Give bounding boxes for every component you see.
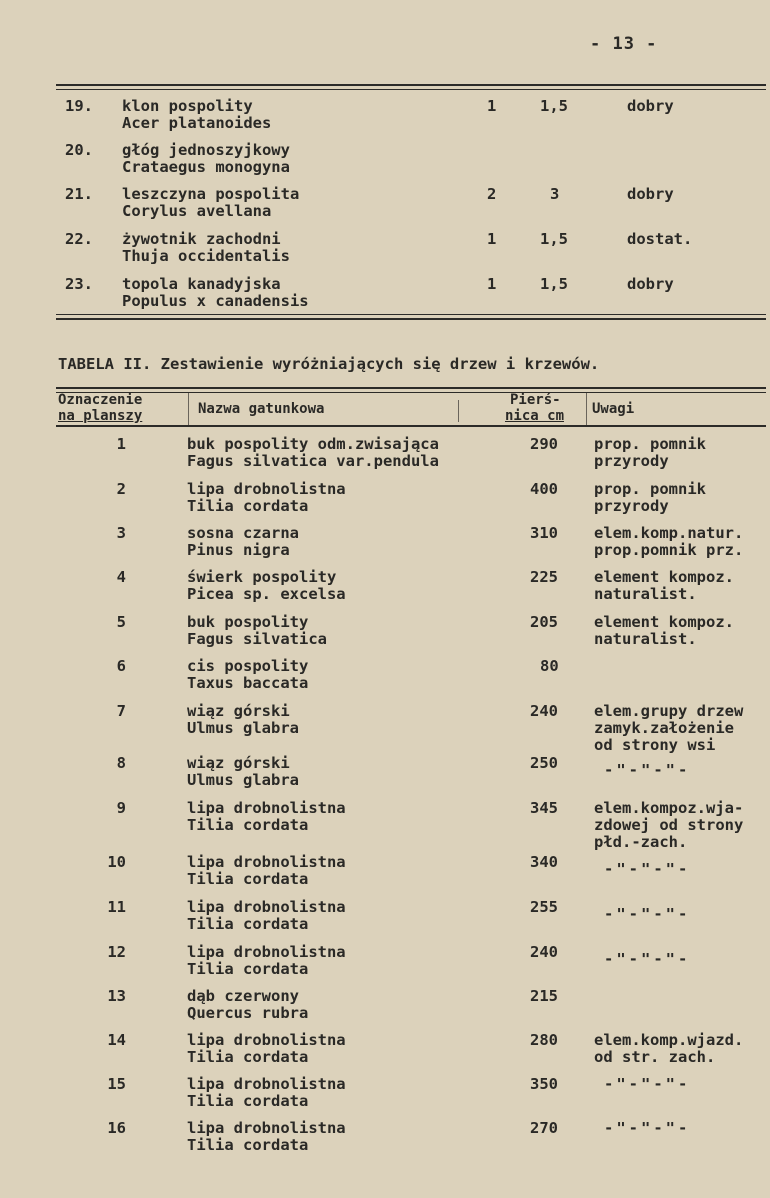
table1-row-condition: dobry xyxy=(627,97,674,115)
table2-header-divider xyxy=(586,393,587,425)
table2-row-no: 6 xyxy=(116,657,126,675)
table2-row-polish-name: wiąz górski xyxy=(187,754,290,772)
table2-row-latin-name: Quercus rubra xyxy=(187,1004,309,1022)
table2-row-girth: 280 xyxy=(530,1031,558,1049)
table2-header-species: Nazwa gatunkowa xyxy=(198,401,325,417)
table2-row-remarks-2: zdowej od strony xyxy=(594,816,744,834)
table2-row-polish-name: buk pospolity odm.zwisająca xyxy=(187,435,439,453)
table2-row-girth: 310 xyxy=(530,524,558,542)
table2-row-remarks-1: element kompoz. xyxy=(594,568,734,586)
table2-row-girth: 80 xyxy=(540,657,559,675)
table1-row-count-a: 1 xyxy=(487,230,497,248)
table1-top-rule-2 xyxy=(56,89,766,90)
table2-row-remarks-2: zamyk.założenie xyxy=(594,719,734,737)
table2-row-latin-name: Tilia cordata xyxy=(187,870,309,888)
table1-row-latin-name: Crataegus monogyna xyxy=(122,158,290,176)
table2-header-designation: Oznaczenie xyxy=(58,392,143,408)
table1-bottom-rule-2 xyxy=(56,318,766,320)
table1-row-count-b: 3 xyxy=(550,185,560,203)
table2-row-girth: 250 xyxy=(530,754,558,772)
table2-row-latin-name: Ulmus glabra xyxy=(187,771,299,789)
table2-row-remarks-1: prop. pomnik xyxy=(594,435,706,453)
table1-row-condition: dobry xyxy=(627,275,674,293)
table1-row-count-b: 1,5 xyxy=(540,275,568,293)
table2-row-no: 7 xyxy=(116,702,126,720)
table2-row-remarks-3: od strony wsi xyxy=(594,736,716,754)
table2-row-remarks-1: prop. pomnik xyxy=(594,480,706,498)
table2-row-latin-name: Pinus nigra xyxy=(187,541,290,559)
table1-top-rule xyxy=(56,84,766,86)
table2-row-polish-name: dąb czerwony xyxy=(187,987,299,1005)
table1-row-latin-name: Thuja occidentalis xyxy=(122,247,290,265)
table2-row-polish-name: lipa drobnolistna xyxy=(187,799,346,817)
table2-row-latin-name: Tilia cordata xyxy=(187,1092,309,1110)
table2-caption: TABELA II. Zestawienie wyróżniających się drzew i krzewów. xyxy=(58,355,600,373)
table2-row-latin-name: Fagus silvatica xyxy=(187,630,327,648)
table2-row-remarks-2: naturalist. xyxy=(594,630,697,648)
table2-row-girth: 345 xyxy=(530,799,558,817)
table1-row-count-a: 1 xyxy=(487,275,497,293)
table2-header-designation: na planszy xyxy=(58,408,143,424)
table2-row-remarks-2: przyrody xyxy=(594,497,669,515)
table2-row-girth: 400 xyxy=(530,480,558,498)
table1-row-count-b: 1,5 xyxy=(540,97,568,115)
table2-row-remarks-1: elem.grupy drzew xyxy=(594,702,744,720)
table2-row-polish-name: świerk pospolity xyxy=(187,568,337,586)
table1-row-no: 22. xyxy=(65,230,93,248)
table2-row-girth: 240 xyxy=(530,702,558,720)
table2-row-latin-name: Fagus silvatica var.pendula xyxy=(187,452,439,470)
table1-row-count-b: 1,5 xyxy=(540,230,568,248)
table2-row-no: 15 xyxy=(107,1075,126,1093)
table2-row-no: 10 xyxy=(107,853,126,871)
table2-row-no: 14 xyxy=(107,1031,126,1049)
table2-row-girth: 340 xyxy=(530,853,558,871)
table2-row-remarks-1: -"-"-"- xyxy=(604,761,691,779)
table2-row-no: 9 xyxy=(116,799,126,817)
table2-row-latin-name: Tilia cordata xyxy=(187,915,309,933)
table2-row-remarks-1: -"-"-"- xyxy=(604,860,691,878)
table2-row-polish-name: cis pospolity xyxy=(187,657,309,675)
table2-top-rule-2 xyxy=(56,392,766,393)
table2-row-remarks-1: -"-"-"- xyxy=(604,1119,691,1137)
table1-row-polish-name: żywotnik zachodni xyxy=(122,230,281,248)
table2-row-remarks-1: -"-"-"- xyxy=(604,905,691,923)
table2-row-latin-name: Tilia cordata xyxy=(187,960,309,978)
table2-row-no: 4 xyxy=(116,568,126,586)
table2-row-remarks-2: prop.pomnik prz. xyxy=(594,541,744,559)
table2-header-bottom-rule xyxy=(56,425,766,427)
table2-row-remarks-2: przyrody xyxy=(594,452,669,470)
table1-row-polish-name: topola kanadyjska xyxy=(122,275,281,293)
table2-row-no: 13 xyxy=(107,987,126,1005)
table2-row-girth: 255 xyxy=(530,898,558,916)
table1-row-no: 20. xyxy=(65,141,93,159)
table1-row-count-a: 2 xyxy=(487,185,497,203)
table2-header-divider xyxy=(458,400,459,422)
table1-row-count-a: 1 xyxy=(487,97,497,115)
table2-row-no: 2 xyxy=(116,480,126,498)
table1-row-condition: dobry xyxy=(627,185,674,203)
table1-row-no: 19. xyxy=(65,97,93,115)
table1-row-latin-name: Populus x canadensis xyxy=(122,292,309,310)
page-number: - 13 - xyxy=(590,34,658,54)
table2-top-rule xyxy=(56,387,766,389)
table2-row-polish-name: sosna czarna xyxy=(187,524,299,542)
table2-row-remarks-3: płd.-zach. xyxy=(594,833,688,851)
table1-bottom-rule xyxy=(56,314,766,315)
table1-row-polish-name: klon pospolity xyxy=(122,97,253,115)
table2-row-girth: 350 xyxy=(530,1075,558,1093)
table2-row-remarks-1: -"-"-"- xyxy=(604,1075,691,1093)
table1-row-no: 21. xyxy=(65,185,93,203)
table2-row-latin-name: Tilia cordata xyxy=(187,497,309,515)
table2-row-no: 12 xyxy=(107,943,126,961)
table2-row-remarks-2: naturalist. xyxy=(594,585,697,603)
table1-row-polish-name: leszczyna pospolita xyxy=(122,185,300,203)
table2-row-polish-name: lipa drobnolistna xyxy=(187,943,346,961)
table2-row-girth: 205 xyxy=(530,613,558,631)
table2-row-polish-name: lipa drobnolistna xyxy=(187,1075,346,1093)
table2-row-polish-name: wiąz górski xyxy=(187,702,290,720)
table1-row-latin-name: Acer platanoides xyxy=(122,114,272,132)
table2-header-divider xyxy=(188,393,189,425)
table2-row-remarks-2: od str. zach. xyxy=(594,1048,716,1066)
table2-row-remarks-1: elem.komp.natur. xyxy=(594,524,744,542)
table1-row-no: 23. xyxy=(65,275,93,293)
table2-row-latin-name: Taxus baccata xyxy=(187,674,309,692)
table2-row-latin-name: Picea sp. excelsa xyxy=(187,585,346,603)
table2-row-no: 5 xyxy=(116,613,126,631)
table2-row-remarks-1: elem.komp.wjazd. xyxy=(594,1031,744,1049)
table2-row-remarks-1: -"-"-"- xyxy=(604,950,691,968)
table2-row-polish-name: lipa drobnolistna xyxy=(187,480,346,498)
table2-row-latin-name: Tilia cordata xyxy=(187,816,309,834)
table2-row-latin-name: Tilia cordata xyxy=(187,1136,309,1154)
table2-row-polish-name: lipa drobnolistna xyxy=(187,1031,346,1049)
table2-row-polish-name: lipa drobnolistna xyxy=(187,898,346,916)
table2-row-remarks-1: element kompoz. xyxy=(594,613,734,631)
table2-row-girth: 270 xyxy=(530,1119,558,1137)
table2-row-latin-name: Ulmus glabra xyxy=(187,719,299,737)
table2-row-no: 11 xyxy=(107,898,126,916)
table2-header-girth: Pierś- xyxy=(510,392,561,408)
table2-row-polish-name: lipa drobnolistna xyxy=(187,1119,346,1137)
table1-row-condition: dostat. xyxy=(627,230,693,248)
table1-row-latin-name: Corylus avellana xyxy=(122,202,272,220)
table2-row-no: 8 xyxy=(116,754,126,772)
table2-row-no: 1 xyxy=(116,435,126,453)
table2-row-girth: 290 xyxy=(530,435,558,453)
table2-row-girth: 225 xyxy=(530,568,558,586)
table2-header-remarks: Uwagi xyxy=(592,401,635,417)
table1-row-polish-name: głóg jednoszyjkowy xyxy=(122,141,290,159)
table2-row-polish-name: buk pospolity xyxy=(187,613,309,631)
table2-row-remarks-1: elem.kompoz.wja- xyxy=(594,799,744,817)
table2-row-girth: 240 xyxy=(530,943,558,961)
table2-row-polish-name: lipa drobnolistna xyxy=(187,853,346,871)
table2-header-girth: nica cm xyxy=(505,408,565,424)
table2-row-no: 16 xyxy=(107,1119,126,1137)
table2-row-no: 3 xyxy=(116,524,126,542)
table2-row-latin-name: Tilia cordata xyxy=(187,1048,309,1066)
table2-row-girth: 215 xyxy=(530,987,558,1005)
